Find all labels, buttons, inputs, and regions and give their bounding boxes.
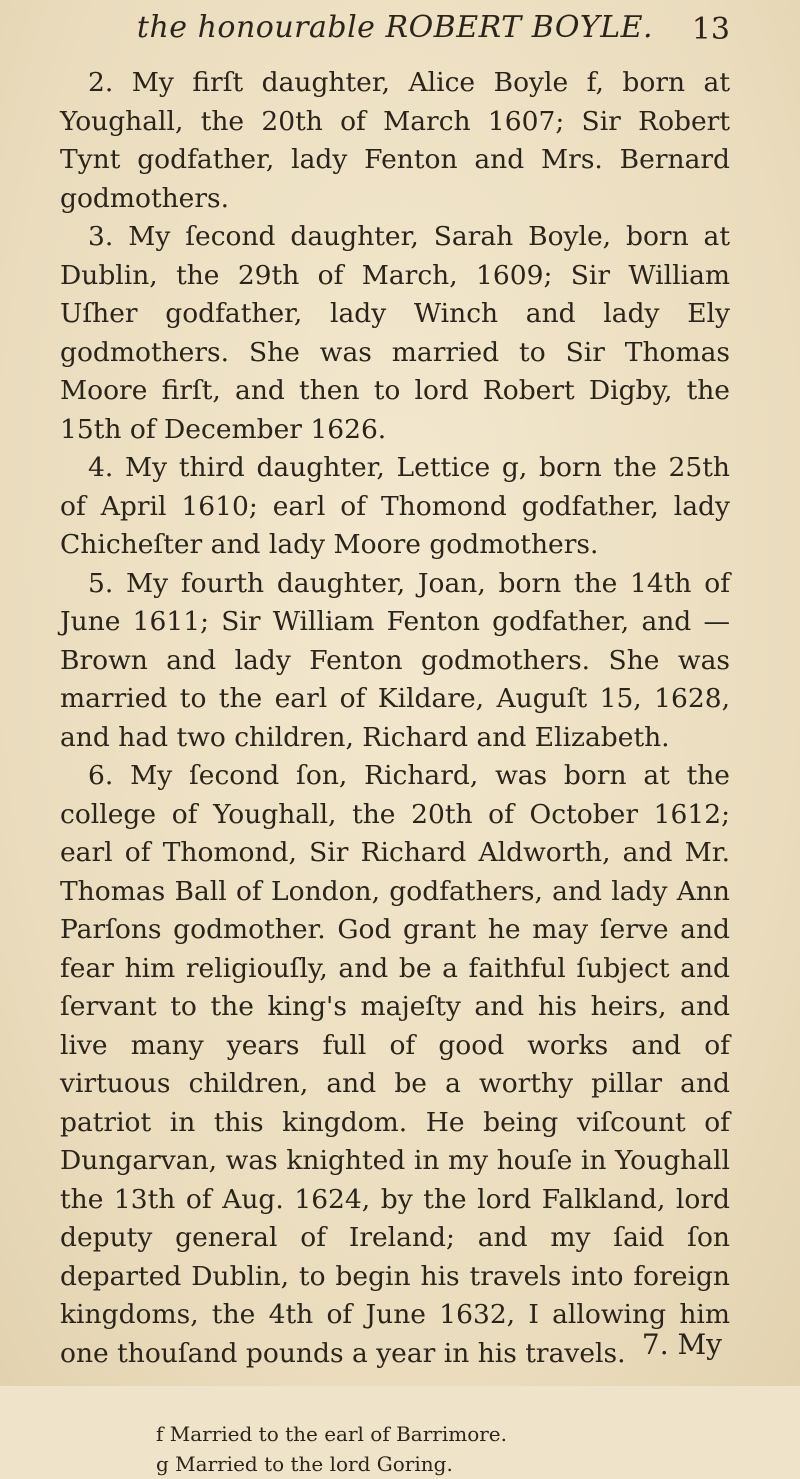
paragraph-second-son: 6. My ſecond ſon, Richard, was born at the college of Youghall, the 20th of October 1612; earl of Thomond, Sir Richard Aldworth, and Mr. Thomas Ball of London, godfathers, and lady Ann Parſons godmother. God grant he may ſerve and fear him religiouſly, and be a faithful ſubject and ſervant to the king's majeſty and his heirs, and live many years full of good works and of virtuous children, and be a worthy pillar and patriot in this kingdom. He being viſcount of Dungarvan, was knighted in my houſe in Youghall the 13th of Aug. 1624, by the lord Falkland, lord deputy general of Ireland; and my ſaid ſon departed Dublin, to begin his travels into foreign kingdoms, the 4th of June 1632, I allowing him one thouſand pounds a year in his travels. — [60, 760, 730, 1369]
running-head: the honourable ROBERT BOYLE. — [136, 10, 654, 45]
page-number: 13 — [691, 12, 730, 47]
paragraph-first-daughter: 2. My firſt daughter, Alice Boyle f, born at Youghall, the 20th of March 1607; Sir Robert Tynt godfather, lady Fenton and Mrs. Bernard godmothers. — [60, 67, 730, 214]
paragraph-third-daughter: 4. My third daughter, Lettice g, born the 25th of April 1610; earl of Thomond godfather, lady Chicheſter and lady Moore godmothers. — [60, 452, 730, 560]
footnote-f: f Married to the earl of Barrimore. — [156, 1422, 507, 1446]
footnote-g: g Married to the lord Goring. — [156, 1452, 453, 1476]
paragraph-second-daughter: 3. My ſecond daughter, Sarah Boyle, born at Dublin, the 29th of March, 1609; Sir William Uſher godfather, lady Winch and lady Ely godmothers. She was married to Sir Thomas Moore firſt, and then to lord Robert Digby, the 15th of December 1626. — [60, 221, 730, 445]
body-text — [60, 64, 730, 1373]
footnotes — [60, 1419, 730, 1479]
catchword: 7. My — [641, 1328, 722, 1361]
paragraph-fourth-daughter: 5. My fourth daughter, Joan, born the 14th of June 1611; Sir William Fenton godfather, and — Brown and lady Fenton godmothers. She was married to the earl of Kildare, Auguſt 15, 1628, and had two children, Richard and Elizabeth. — [60, 567, 730, 753]
page-header — [60, 10, 730, 60]
